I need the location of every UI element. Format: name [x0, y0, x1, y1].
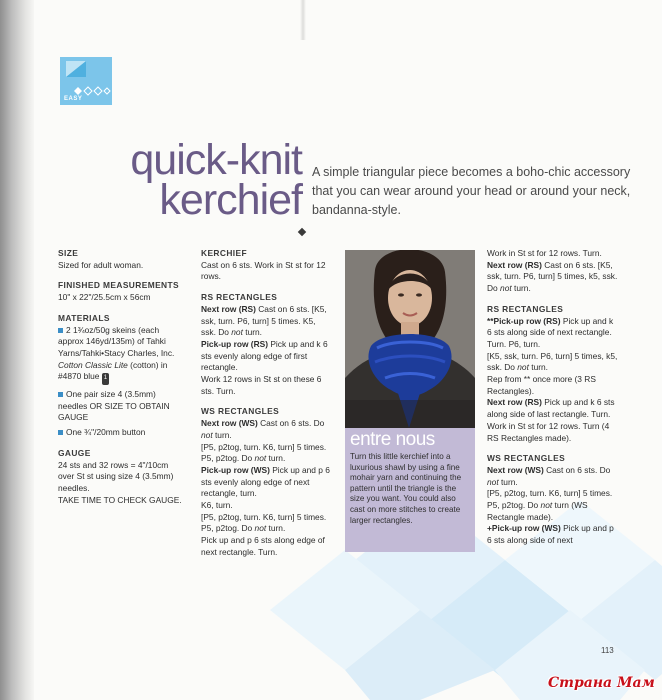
model-photo	[345, 250, 475, 428]
ws-pickup-row: Pick-up row (WS) Pick up and p 6 sts evenly along edge of next rectangle, turn.	[201, 464, 330, 499]
pickup-row-ws: +Pick-up row (WS) Pick up and p 6 sts along side of next	[487, 523, 614, 546]
column-continued	[487, 248, 619, 547]
title-line-1: quick-knit	[130, 136, 302, 184]
ws-rectangles-heading: WS RECTANGLES	[201, 406, 280, 417]
work-rows: Work in St st for 12 rows. Turn.	[487, 248, 602, 258]
repeat-from: Rep from ** once more (3 RS Rectangles).	[487, 374, 596, 396]
bullet-icon	[58, 328, 63, 333]
title-line-2: kerchief	[159, 176, 302, 224]
column-specs	[58, 248, 184, 506]
materials-heading: MATERIALS	[58, 312, 110, 323]
gauge-check: TAKE TIME TO CHECK GAUGE.	[58, 494, 182, 505]
ws-next-row: Next row (WS) Cast on 6 sts. Do not turn.	[201, 418, 325, 440]
rs-work-rows: Work 12 rows in St st on these 6 sts. Turn.	[201, 374, 322, 396]
ws-pick-up: Pick up and p 6 sts along edge of next rectangle. Turn.	[201, 535, 325, 557]
kerchief-text: Cast on 6 sts. Work in St st for 12 rows.	[201, 259, 326, 282]
next-row-rs-2: Next row (RS) Pick up and k 6 sts along side of last rectangle. Turn.	[487, 397, 615, 420]
ws-k6: K6, turn.	[201, 500, 233, 511]
gauge-heading: GAUGE	[58, 447, 91, 458]
badge-label: EASY	[64, 96, 83, 102]
entre-nous-title: entre nous	[350, 429, 435, 450]
watermark: Страна Мам	[548, 675, 655, 691]
ws-repeat-2: [P5, p2tog, turn. K6, turn] 5 times. P5, p2tog. Do not turn.	[201, 511, 327, 534]
finished-measurements-heading: FINISHED MEASUREMENTS	[58, 280, 180, 291]
finished-measurements-text: 10" x 22"/25.5cm x 56cm	[58, 292, 151, 303]
page-number: 113	[601, 646, 614, 655]
rs-pickup-row: Pick-up row (RS) Pick up and k 6 sts evenly along edge of first rectangle.	[201, 338, 328, 373]
gauge-text: 24 sts and 32 rows = 4"/10cm over St st using size 4 (3.5mm) needles.	[58, 459, 174, 493]
material-yarn: 2 1¾oz/50g skeins (each approx 146yd/135m) of Tahki Yarns/Tahki•Stacy Charles, Inc. Cotton Classic Lite (cotton) in #4870 blue 1	[58, 325, 184, 386]
next-row-rs: Next row (RS) Cast on 6 sts. [K5, ssk, turn. P6, turn] 5 times, k5, ssk. Do not turn.	[487, 259, 618, 294]
page-title	[118, 136, 302, 224]
rs-next-row: Next row (RS) Cast on 6 sts. [K5, ssk, turn. P6, turn] 5 times. K5, ssk. Do not turn.	[201, 303, 327, 338]
rs-rectangles-heading: RS RECTANGLES	[201, 292, 278, 303]
next-row-ws: Next row (WS) Cast on 6 sts. Do not turn.	[487, 464, 611, 487]
pickup-row-rs: **Pick-up row (RS) Pick up and k 6 sts along side of next rectangle. Turn. P6, turn.	[487, 315, 614, 349]
material-button: One ¾"/20mm button	[58, 427, 184, 439]
rs-rectangles-heading-2: RS RECTANGLES	[487, 303, 564, 314]
size-heading: SIZE	[58, 248, 79, 258]
entre-nous-body: Turn this little kerchief into a luxurious shawl by using a fine mohair yarn and continuing the pattern until the triangle is the size you want. You could also cast on more stitches to create larger rectangles.	[350, 452, 462, 525]
size-text: Sized for adult woman.	[58, 259, 144, 270]
ws-repeat: [P5, p2tog, turn. K6, turn] 5 times. P5, p2tog. Do not turn.	[201, 441, 327, 464]
kerchief-heading: KERCHIEF	[201, 248, 248, 258]
ws-rectangles-heading-2: WS RECTANGLES	[487, 453, 566, 464]
column-kerchief	[201, 248, 331, 559]
yarn-weight-icon: 1	[102, 373, 109, 385]
pickup-repeat: [K5, ssk, turn. P6, turn] 5 times, k5, ssk. Do not turn.	[487, 350, 618, 373]
ws-repeat-3: [P5, p2tog, turn. K6, turn] 5 times. P5, p2tog. Do not turn (WS Rectangle made).	[487, 488, 613, 522]
intro-text: A simple triangular piece becomes a boho-chic accessory that you can wear around your head or around your neck, bandanna-style.	[312, 165, 631, 217]
bullet-icon	[58, 430, 63, 435]
material-needles: One pair size 4 (3.5mm) needles OR SIZE TO OBTAIN GAUGE	[58, 389, 170, 423]
bullet-icon	[58, 392, 63, 397]
work-rows-2: Work in St st for 12 rows. Turn (4 RS Rectangles made).	[487, 420, 610, 443]
